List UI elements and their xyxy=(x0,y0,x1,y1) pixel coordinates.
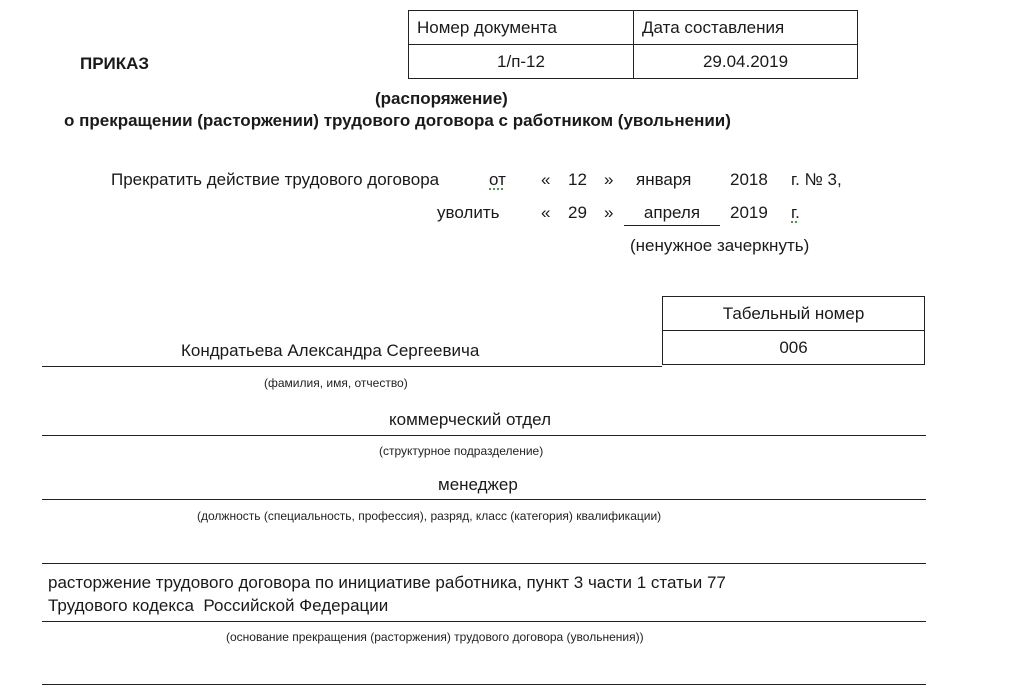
year-suffix: г. xyxy=(791,203,800,222)
subtitle-order-type: (распоряжение) xyxy=(375,89,508,108)
position-caption: (должность (специальность, профессия), разряд, класс (категория) квалификации) xyxy=(197,509,662,523)
position: менеджер xyxy=(438,475,518,494)
tab-number-header: Табельный номер xyxy=(663,297,925,331)
subtitle-order-subject: о прекращении (расторжении) трудового договора с работником (увольнении) xyxy=(64,111,731,130)
contract-number: г. № 3, xyxy=(791,170,842,189)
department-caption: (структурное подразделение) xyxy=(379,444,544,458)
blank-line xyxy=(42,563,926,564)
name-caption: (фамилия, имя, отчество) xyxy=(264,376,408,390)
basis-underline xyxy=(42,621,926,622)
dismiss-year: 2019 xyxy=(730,203,768,222)
basis-line-2: Трудового кодекса Российской Федерации xyxy=(48,596,389,615)
quote-close-2: » xyxy=(604,203,614,222)
department: коммерческий отдел xyxy=(389,410,551,429)
strike-note: (ненужное зачеркнуть) xyxy=(630,236,810,255)
doc-number-header: Номер документа xyxy=(409,11,634,45)
date-value: 29.04.2019 xyxy=(634,45,858,79)
tab-number-value: 006 xyxy=(663,331,925,365)
department-underline xyxy=(42,435,926,436)
order-title: ПРИКАЗ xyxy=(80,54,150,73)
name-underline xyxy=(42,366,662,367)
document-info-table xyxy=(408,10,858,79)
termination-from: от xyxy=(489,170,506,189)
employee-name: Кондратьева Александра Сергеевича xyxy=(181,341,480,360)
start-year: 2018 xyxy=(730,170,768,189)
tab-number-table xyxy=(662,296,925,365)
dismiss-month: апреля xyxy=(624,203,720,226)
start-month: января xyxy=(636,170,692,189)
start-day: 12 xyxy=(568,170,587,189)
bottom-line xyxy=(42,684,926,685)
date-header: Дата составления xyxy=(634,11,858,45)
dismiss-label: уволить xyxy=(437,203,500,222)
dismiss-day: 29 xyxy=(568,203,587,222)
quote-open-1: « xyxy=(541,170,551,189)
basis-caption: (основание прекращения (расторжения) трудового договора (увольнения)) xyxy=(226,630,644,644)
quote-close-1: » xyxy=(604,170,614,189)
doc-number-value: 1/п-12 xyxy=(409,45,634,79)
quote-open-2: « xyxy=(541,203,551,222)
position-underline xyxy=(42,499,926,500)
basis-line-1: расторжение трудового договора по инициативе работника, пункт 3 части 1 статьи 77 xyxy=(48,573,726,592)
termination-prefix: Прекратить действие трудового договора xyxy=(111,170,440,189)
